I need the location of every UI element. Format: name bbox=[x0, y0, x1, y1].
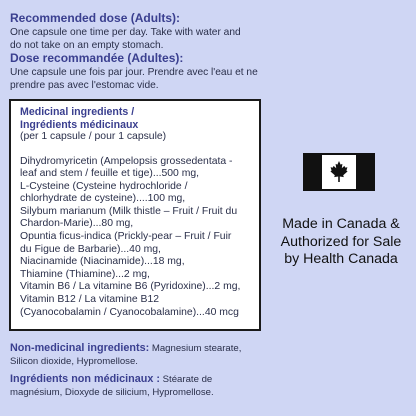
dose-section-fr bbox=[10, 51, 410, 92]
ingredient-line: (Cyanocobalamin / Cyanocobalamine)...40 mcg bbox=[20, 306, 239, 318]
ingredient-list bbox=[20, 156, 251, 320]
dose-title-en: Recommended dose (Adults): bbox=[10, 11, 181, 25]
ingredient-line: Vitamin B6 / La vitamine B6 (Pyridoxine)...2 mg, bbox=[20, 281, 241, 293]
made-in-line-2: Authorized for Sale bbox=[280, 233, 402, 250]
ingredient-line: chlorhydrate de cysteine)....100 mg, bbox=[20, 193, 186, 205]
nonmedicinal-value-fr-line-2: magnésium, Dioxyde de silicium, Hypromellose. bbox=[10, 386, 214, 398]
ingredient-line: Niacinamide (Niacinamide)...18 mg, bbox=[20, 256, 185, 268]
ingredient-line: Thiamine (Thiamine)...2 mg, bbox=[20, 268, 150, 280]
nonmedicinal-label-en: Non-medicinal ingredients: bbox=[10, 342, 150, 354]
nonmedicinal-fr-line-1 bbox=[10, 373, 410, 387]
flag-left-bar bbox=[305, 155, 322, 189]
dose-title-fr: Dose recommandée (Adultes): bbox=[10, 51, 184, 65]
dose-section-en bbox=[10, 11, 410, 52]
canada-flag-icon bbox=[303, 153, 375, 191]
nonmedicinal-value-en-line-2: Silicon dioxide, Hypromellose. bbox=[10, 355, 138, 367]
made-in-line-3: by Health Canada bbox=[284, 251, 398, 267]
dose-text-fr-line-2: prendre pas avec l'estomac vide. bbox=[10, 80, 159, 91]
nonmedicinal-en-line-1 bbox=[10, 342, 410, 356]
ingredient-line: leaf and stem / feuille et tige)...500 mg, bbox=[20, 168, 200, 180]
dose-text-en-line-1: One capsule one time per day. Take with water and bbox=[10, 27, 241, 38]
ingredient-line: du Figue de Barbarie)...40 mg, bbox=[20, 243, 161, 255]
nonmedicinal-value-en: Magnesium stearate, bbox=[149, 343, 242, 354]
made-in-line-1: Made in Canada & bbox=[282, 216, 400, 232]
nonmedicinal-label-fr: Ingrédients non médicinaux : bbox=[10, 373, 160, 385]
ingredient-line: L-Cysteine (Cysteine hydrochloride / bbox=[20, 180, 188, 192]
ingredient-line: Chardon-Marie)...80 mg, bbox=[20, 218, 134, 230]
nonmedicinal-value-fr: Stéarate de bbox=[159, 374, 213, 385]
ingredient-line: Dihydromyricetin (Ampelopsis grossedentata - bbox=[20, 155, 233, 167]
medicinal-title-line-2: Ingrédients médicinaux bbox=[20, 118, 139, 131]
medicinal-ingredients-box bbox=[9, 99, 261, 331]
medicinal-title-line-1: Medicinal ingredients / bbox=[20, 106, 135, 118]
ingredient-line: Opuntia ficus-indica (Prickly-pear – Fruit / Fuir bbox=[20, 231, 232, 243]
flag-right-bar bbox=[356, 155, 373, 189]
nonmedicinal-section-fr bbox=[10, 373, 410, 399]
made-in-canada-text bbox=[265, 216, 416, 269]
ingredient-line: Vitamin B12 / La vitamine B12 bbox=[20, 294, 160, 306]
nonmedicinal-section-en bbox=[10, 342, 410, 368]
maple-leaf-icon bbox=[330, 160, 348, 184]
medicinal-subtitle: (per 1 capsule / pour 1 capsule) bbox=[20, 131, 167, 142]
ingredient-line: Silybum marianum (Milk thistle – Fruit / Fruit du bbox=[20, 205, 238, 217]
dose-text-en-line-2: do not take on an empty stomach. bbox=[10, 40, 164, 51]
dose-text-fr-line-1: Une capsule une fois par jour. Prendre avec l'eau et ne bbox=[10, 67, 258, 78]
